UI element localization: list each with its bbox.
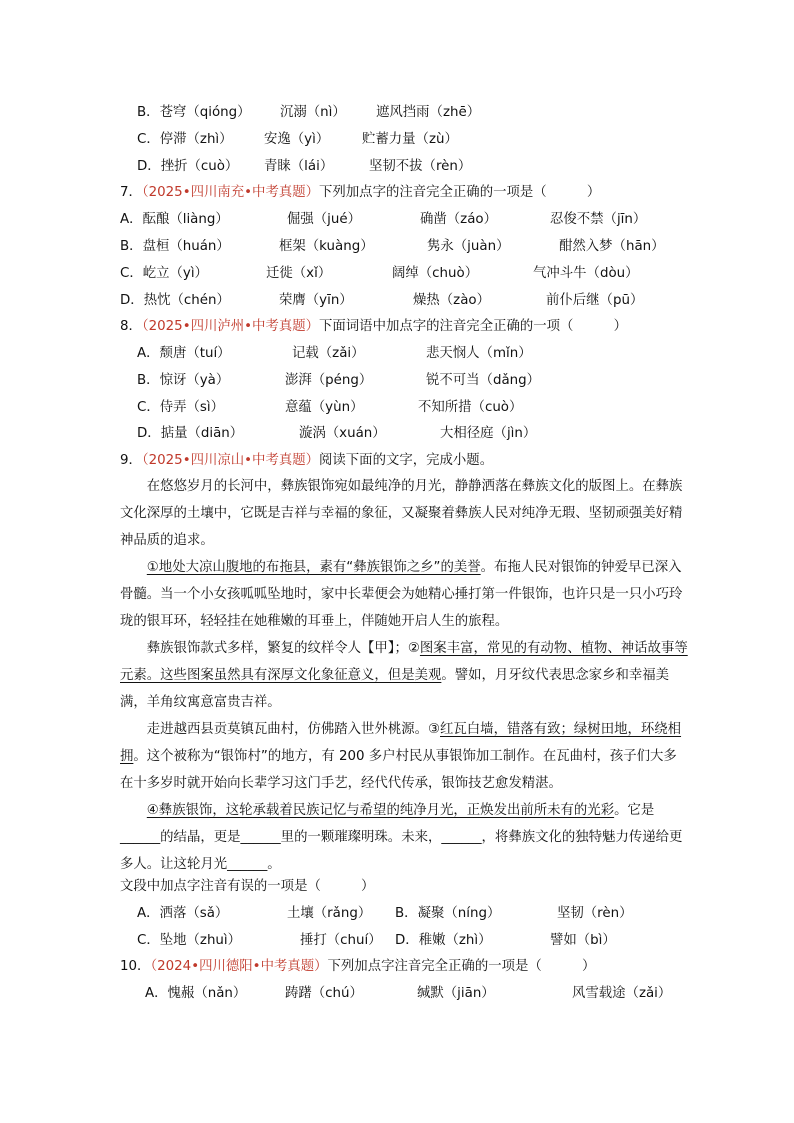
option-item: 荣膺（yīn） — [279, 293, 353, 308]
option-item: 倔强（jué） — [287, 212, 362, 227]
option-item: 澎湃（péng） — [285, 373, 373, 388]
option-item: 隽永（juàn） — [427, 239, 510, 254]
option-item: 前仆后继（pū） — [546, 293, 644, 308]
option-item: 漩涡（xuán） — [299, 426, 386, 441]
paragraph-text: 。这个被称为“银饰村”的地方，有 200 多户村民从事银饰加工制作。在瓦曲村，孩子们大多在十多岁时就开始向长辈学习这门手艺，经代代传承，银饰技艺愈发精湛。 — [120, 749, 677, 791]
passage-paragraph-3 — [120, 635, 690, 716]
underlined-sentence-3: 红瓦白墙，错落有致；绿树田地，环绕相拥 — [120, 722, 682, 764]
option-item: 悲天悯人（mǐn） — [426, 346, 532, 361]
option-item: 不知所措（cuò） — [418, 400, 523, 415]
option-item: B．盘桓（huán） — [120, 239, 230, 254]
source-tag: （2025•四川凉山•中考真题） — [141, 453, 320, 468]
option-item: 沉溺（nì） — [280, 105, 346, 120]
option-item: 青睐（lái） — [264, 159, 334, 174]
option-item: 框架（kuàng） — [279, 239, 374, 254]
option-item: 遮风挡雨（zhē） — [376, 105, 481, 120]
option-item: A．酝酿（liàng） — [120, 212, 229, 227]
option-item: 意蕴（yùn） — [285, 400, 364, 415]
option-item: 记载（zǎi） — [292, 346, 365, 361]
option-item: B．凝聚（níng） — [395, 906, 501, 921]
q9-stem — [120, 452, 493, 470]
option-item: 阔绰（chuò） — [392, 266, 479, 281]
option-item: B．苍穹（qióng） — [137, 105, 251, 120]
option-item: 大相径庭（jìn） — [440, 426, 537, 441]
option-item: 贮蓄力量（zù） — [362, 132, 458, 147]
option-item: D．稚嫩（zhì） — [395, 933, 492, 948]
option-item: 确凿（záo） — [420, 212, 497, 227]
option-item: A．愧赧（nǎn） — [145, 986, 247, 1001]
option-item: 忍俊不禁（jīn） — [550, 212, 647, 227]
option-item: 燥热（zào） — [413, 293, 490, 308]
source-tag: （2024•四川德阳•中考真题） — [150, 959, 328, 974]
passage-paragraph-4 — [120, 716, 690, 797]
underlined-sentence-2: 图案丰富，常见的有动物、植物、神话故事等元素。这些图案虽然具有深厚文化象征意义，但是美观 — [120, 641, 688, 683]
option-item: D．挫折（cuò） — [137, 159, 239, 174]
option-item: 迁徙（xǐ） — [266, 266, 332, 281]
option-item: 风雪载途（zǎi） — [572, 986, 672, 1001]
option-item: 安逸（yì） — [264, 132, 330, 147]
q8-stem — [120, 318, 627, 336]
question-number: 7． — [120, 185, 142, 200]
option-item: 坚韧不拔（rèn） — [369, 159, 472, 174]
paragraph-text: 。譬如，月牙纹代表思念家乡和幸福美满，羊角纹寓意富贵吉祥。 — [120, 668, 670, 710]
q7-stem — [120, 184, 600, 202]
question-text: 下面词语中加点字的注音完全正确的一项（ ） — [319, 319, 627, 334]
option-item: A．颓唐（tuí） — [137, 346, 231, 361]
option-item: D．热忱（chén） — [120, 293, 230, 308]
option-item: 缄默（jiān） — [417, 986, 495, 1001]
option-item: B．惊讶（yà） — [137, 373, 230, 388]
question-text: 下列加点字的注音完全正确的一项是（ ） — [319, 185, 601, 200]
option-item: 坚韧（rèn） — [557, 906, 633, 921]
source-tag: （2025•四川泸州•中考真题） — [141, 319, 320, 334]
question-number: 10． — [120, 959, 151, 974]
option-item: D．掂量（diān） — [137, 426, 244, 441]
underlined-sentence-1: ①地处大凉山腹地的布拖县，素有“彝族银饰之乡”的美誉 — [146, 560, 481, 575]
option-item: A．洒落（sǎ） — [137, 906, 229, 921]
paragraph-text: 彝族银饰款式多样，繁复的纹样令人【甲】；② — [146, 641, 420, 656]
question-number: 8． — [120, 319, 142, 334]
question-text: 下列加点字注音完全正确的一项是（ ） — [327, 959, 596, 974]
paragraph-text: 。它是______的结晶，更是______里的一颗璀璨明珠。未来，______，将彝族文化的独特魅力传递给更多人。让这轮月光______。 — [120, 803, 683, 872]
option-item: C．侍弄（sì） — [137, 400, 224, 415]
question-number: 9． — [120, 453, 142, 468]
passage-paragraph-1: 在悠悠岁月的长河中，彝族银饰宛如最纯净的月光，静静洒落在彝族文化的版图上。在彝族文化深厚的土壤中，它既是吉祥与幸福的象征，又凝聚着彝族人民对纯净无瑕、坚韧顽强美好精神品质的追求。 — [120, 479, 683, 548]
passage-paragraph-5 — [120, 797, 690, 878]
option-item: C．屹立（yì） — [120, 266, 208, 281]
option-item: 譬如（bì） — [550, 933, 616, 948]
paragraph-text: 。布拖人民对银饰的钟爱早已深入骨髓。当一个小女孩呱呱坠地时，家中长辈便会为她精心捶打第一件银饰，也许只是一只小巧玲珑的银耳环，轻轻挂在她稚嫩的耳垂上，伴随她开启人生的旅程。 — [120, 560, 683, 629]
option-item: 气冲斗牛（dòu） — [533, 266, 639, 281]
underlined-sentence-4: ④彝族银饰，这轮承载着民族记忆与希望的纯净月光，正焕发出前所未有的光彩 — [146, 803, 615, 818]
option-item: 踌躇（chú） — [285, 986, 363, 1001]
source-tag: （2025•四川南充•中考真题） — [141, 185, 320, 200]
option-item: 土壤（rǎng） — [287, 906, 372, 921]
option-item: C．坠地（zhuì） — [137, 933, 242, 948]
q9-subquestion: 文段中加点字注音有误的一项是（ ） — [120, 879, 375, 894]
question-text: 阅读下面的文字，完成小题。 — [319, 453, 494, 468]
q10-stem — [120, 958, 595, 976]
option-item: 酣然入梦（hān） — [559, 239, 665, 254]
passage-paragraph-2 — [120, 554, 690, 635]
option-item: 锐不可当（dǎng） — [426, 373, 541, 388]
option-item: 捶打（chuí） — [300, 933, 382, 948]
reading-passage — [120, 473, 690, 878]
option-item: C．停滞（zhì） — [137, 132, 233, 147]
paragraph-text: 走进越西县贡莫镇瓦曲村，仿佛踏入世外桃源。③ — [146, 722, 441, 737]
